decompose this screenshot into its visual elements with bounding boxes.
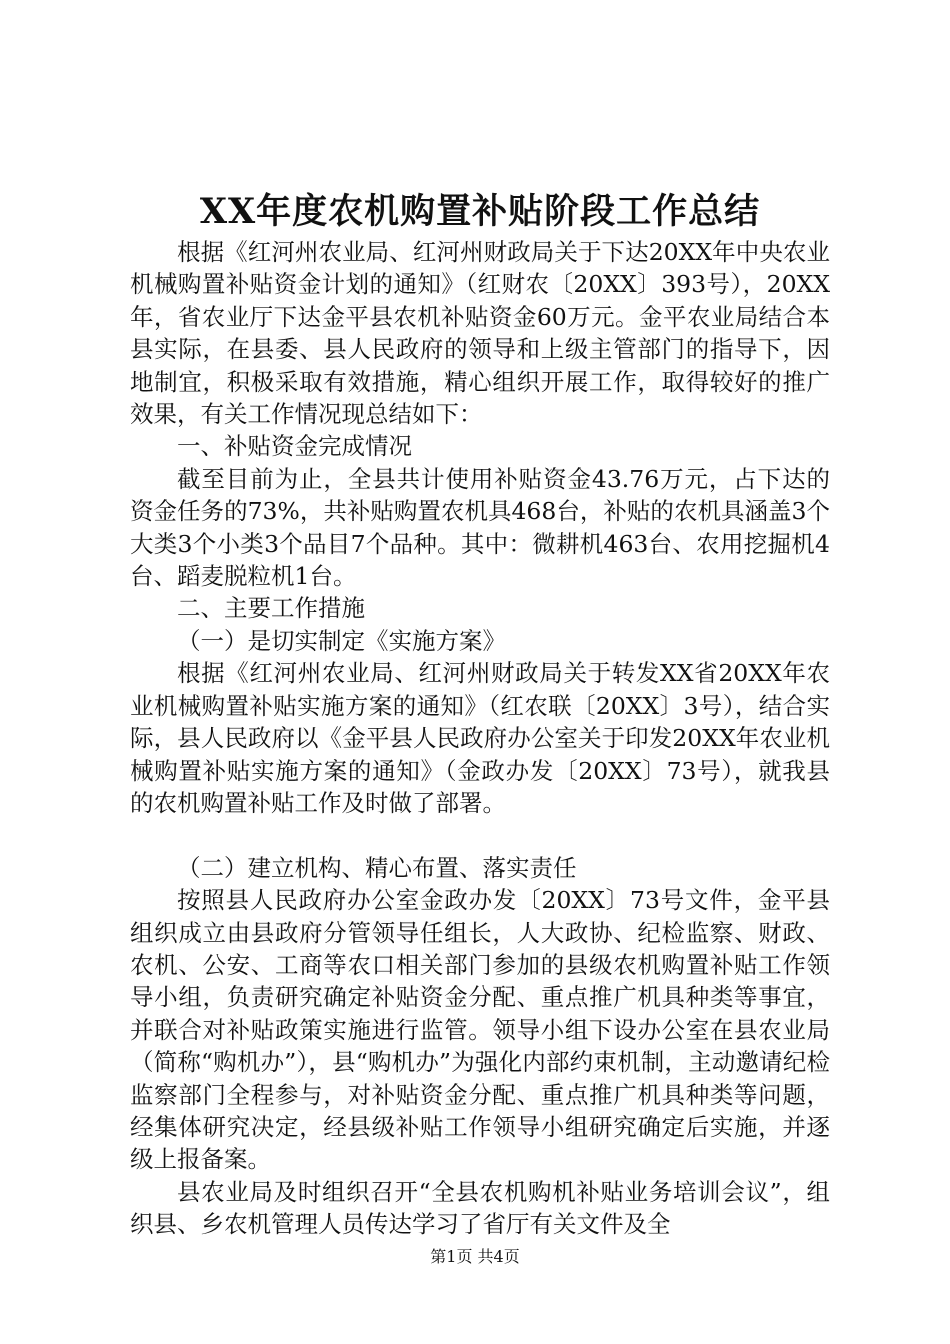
document-title: XX年度农机购置补贴阶段工作总结 — [199, 191, 761, 232]
paragraph-organization: 按照县人民政府办公室金政办发〔20XX〕73号文件，金平县组织成立由县政府分管领导任组长，人大政协、纪检监察、财政、农机、公安、工商等农口相关部门参加的县级农机购置补贴工作领导小组，负责研究确定补贴资金分配、重点推广机具种类等事宜，并联合对补贴政策实施进行监管。领导小组下设办公室在县农业局（简称“购机办”），县“购机办”为强化内部约束机制，主动邀请纪检监察部门全程参与，对补贴资金分配、重点推广机具种类等问题，经集体研究决定，经县级补贴工作领导小组研究确定后实施，并逐级上报备案。 — [130, 886, 830, 1174]
page-footer: 第1页 共4页 — [430, 1247, 520, 1266]
paragraph-training: 县农业局及时组织召开“全县农机购机补贴业务培训会议”，组织县、乡农机管理人员传达学习了省厅有关文件及全 — [130, 1177, 830, 1239]
blank-line — [130, 819, 830, 851]
document-body — [130, 236, 830, 1241]
heading-section-2: 二、主要工作措施 — [177, 594, 365, 623]
paragraph-plan: 根据《红河州农业局、红河州财政局关于转发XX省20XX年农业机械购置补贴实施方案的通知》（红农联〔20XX〕3号），结合实际，县人民政府以《金平县人民政府办公室关于印发20XX年农业机械购置补贴实施方案的通知》（金政办发〔20XX〕73号），就我县的农机购置补贴工作及时做了部署。 — [130, 659, 830, 817]
heading-subsection-1: （一）是切实制定《实施方案》 — [177, 626, 506, 655]
paragraph-intro: 根据《红河州农业局、红河州财政局关于下达20XX年中央农业机械购置补贴资金计划的通知》（红财农〔20XX〕393号），20XX年，省农业厅下达金平县农机补贴资金60万元。金平农业局结合本县实际，在县委、县人民政府的领导和上级主管部门的指导下，因地制宜，积极采取有效措施，精心组织开展工作，取得较好的推广效果，有关工作情况现总结如下： — [130, 238, 830, 429]
paragraph-funds-status: 截至目前为止，全县共计使用补贴资金43.76万元，占下达的资金任务的73%，共补贴购置农机具468台，补贴的农机具涵盖3个大类3个小类3个品目7个品种。其中：微耕机463台、农用挖掘机4台、蹈麦脱粒机1台。 — [130, 464, 830, 591]
heading-subsection-2: （二）建立机构、精心布置、落实责任 — [177, 853, 577, 882]
heading-section-1: 一、补贴资金完成情况 — [177, 432, 412, 461]
